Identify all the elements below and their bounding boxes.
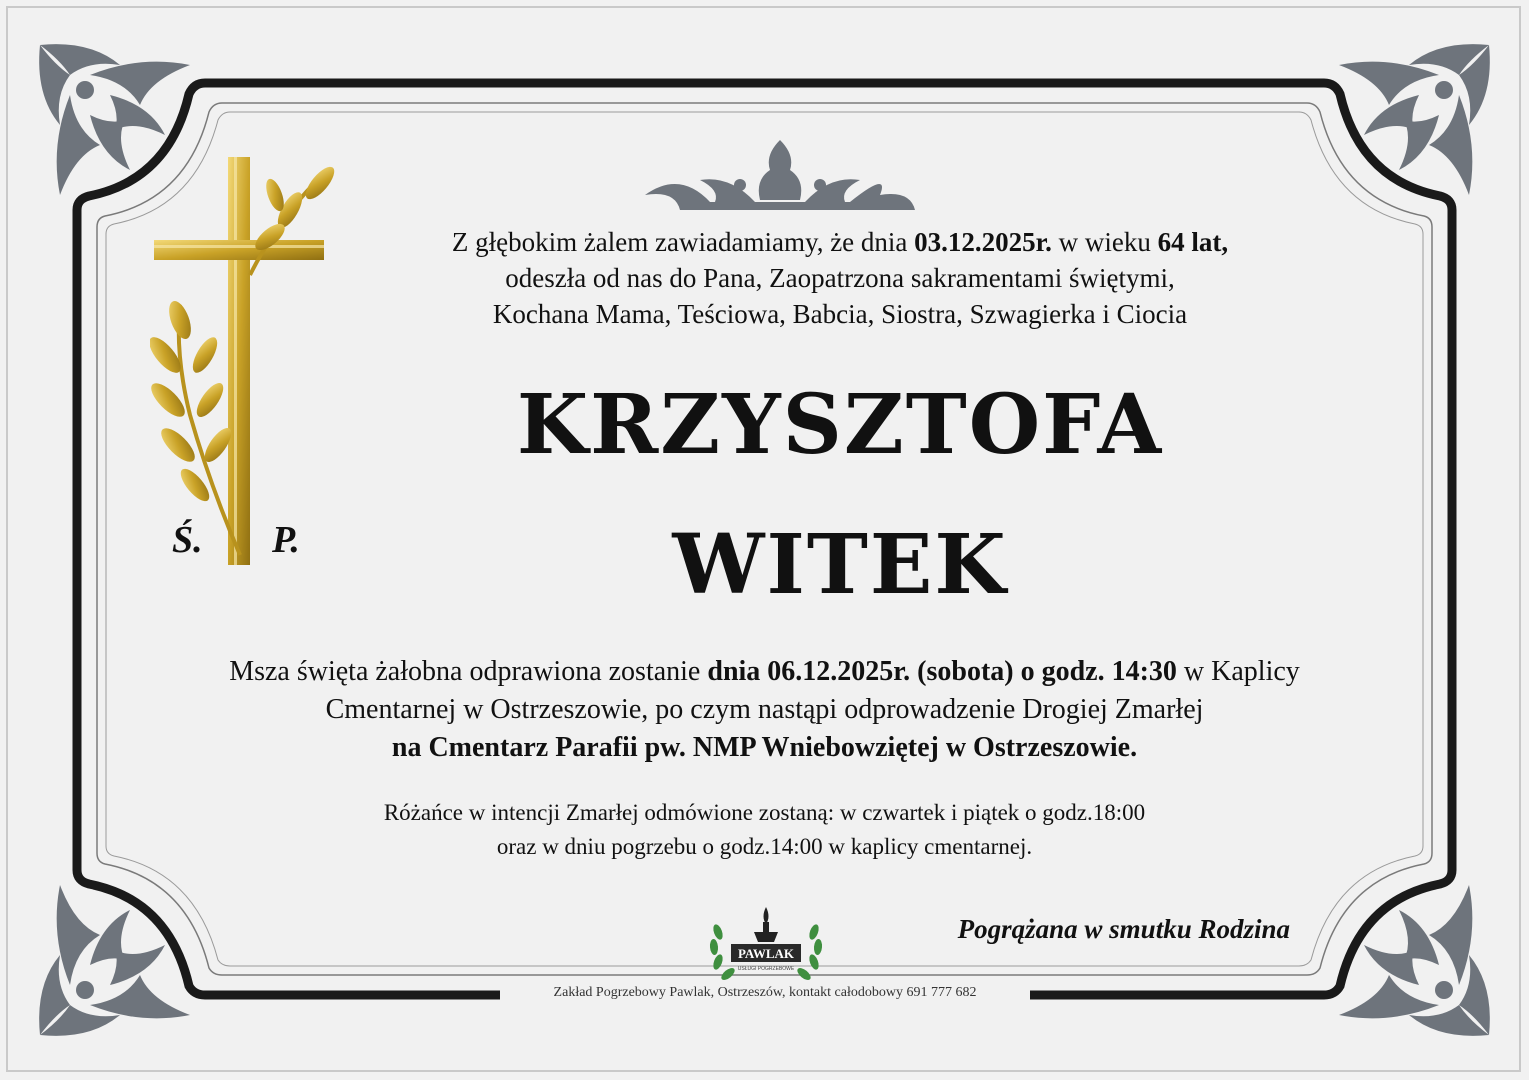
- intro-prefix: Z głębokim żalem zawiadamiamy, że dnia: [451, 227, 915, 257]
- mass-prefix: Msza święta żałobna odprawiona zostanie: [229, 656, 708, 687]
- sp-left-letter: Ś.: [172, 519, 203, 561]
- mass-line-3: na Cmentarz Parafii pw. NMP Wniebowziętej w Ostrzeszowie.: [391, 732, 1138, 763]
- family-signature: Pogrążana w smutku Rodzina: [957, 914, 1290, 944]
- rosary-info: [0, 796, 1529, 864]
- logo-tagline: USŁUGI POGRZEBOWE: [737, 966, 795, 972]
- rosary-line-2: oraz w dniu pogrzebu o godz.14:00 w kaplicy cmentarnej.: [496, 834, 1033, 859]
- mass-info: [0, 653, 1529, 767]
- intro-line-1: [90, 224, 1529, 260]
- funeral-home-footer: Zakład Pogrzebowy Pawlak, Ostrzeszów, kontakt całodobowy 691 777 682: [500, 985, 1030, 1001]
- mass-line-1: [0, 653, 1529, 691]
- deceased-first-name: KRZYSZTOFA: [516, 377, 1164, 473]
- logo-name: PAWLAK: [737, 946, 795, 961]
- rosary-line-1: Różańce w intencji Zmarłej odmówione zostaną: w czwartek i piątek o godz.18:00: [383, 800, 1146, 825]
- mass-suffix: w Kaplicy: [1176, 656, 1300, 687]
- corner-ornament-bottom-left-icon: [30, 875, 200, 1045]
- intro-line-3: Kochana Mama, Teściowa, Babcia, Siostra, Szwagierka i Ciocia: [492, 299, 1188, 329]
- pawlak-logo: [706, 902, 826, 982]
- mass-line-2: Cmentarnej w Ostrzeszowie, po czym nastąpi odprowadzenie Drogiej Zmarłej: [325, 694, 1204, 725]
- top-ornament-icon: [640, 140, 920, 215]
- death-date: 03.12.2025r.: [914, 227, 1052, 257]
- age: 64 lat,: [1157, 227, 1229, 257]
- corner-ornament-bottom-right-icon: [1329, 875, 1499, 1045]
- intro-text: [90, 224, 1529, 332]
- intro-mid: w wieku: [1058, 227, 1158, 257]
- intro-line-2: odeszła od nas do Pana, Zaopatrzona sakramentami świętymi,: [505, 263, 1175, 293]
- mass-datetime: dnia 06.12.2025r. (sobota) o godz. 14:30: [707, 656, 1177, 687]
- deceased-last-name: WITEK: [672, 517, 1008, 613]
- sp-right-letter: P.: [272, 519, 300, 561]
- corner-ornament-top-right-icon: [1329, 35, 1499, 205]
